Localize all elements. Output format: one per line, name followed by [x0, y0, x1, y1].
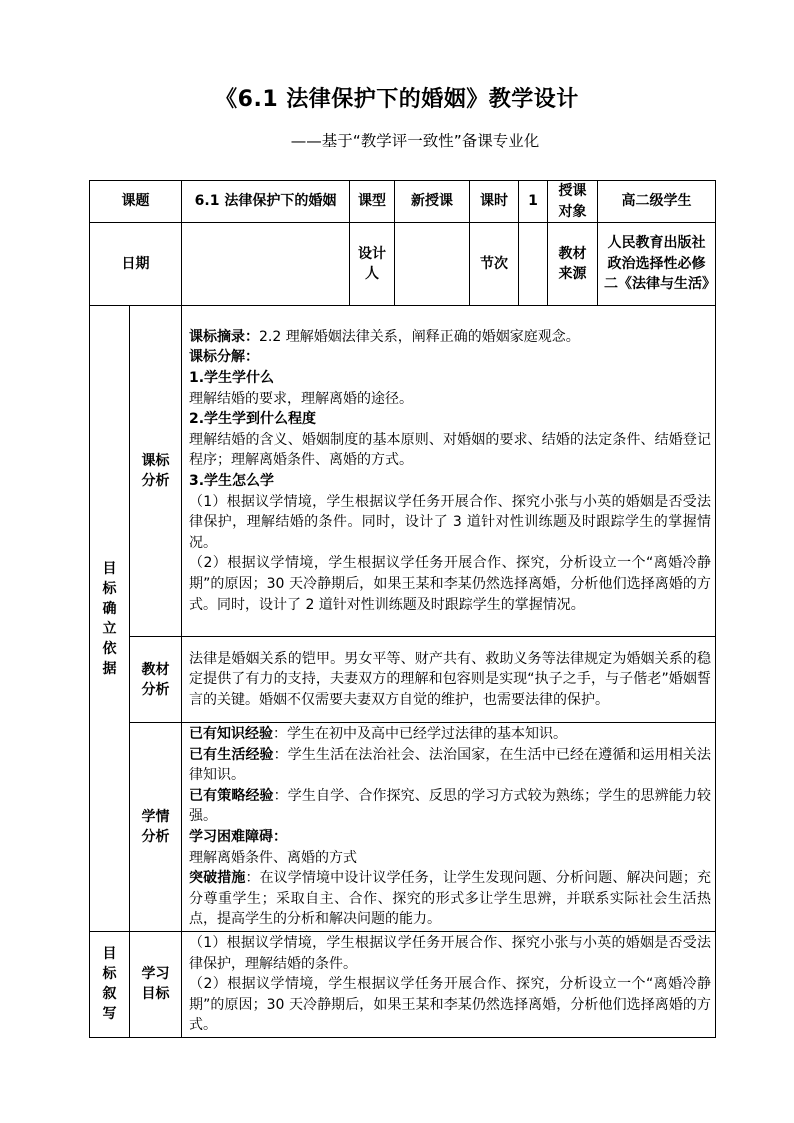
textbook-content — [182, 637, 716, 723]
question-3: 3.学生怎么学 — [189, 473, 275, 489]
date-value — [182, 223, 350, 306]
strategy-item: 已有策略经验：学生自学、合作探究、反思的学习方式较为熟练；学生的思辨能力较强。 — [189, 787, 712, 825]
designer-label: 设计人 — [350, 223, 395, 306]
students-content — [182, 723, 716, 932]
period-value — [519, 223, 548, 306]
period-label: 节次 — [470, 223, 519, 306]
difficulty-text: 理解离婚条件、离婚的方式 — [189, 849, 357, 866]
textbook-label: 教材分析 — [130, 637, 182, 723]
hours-label: 课时 — [470, 181, 519, 223]
source-label: 教材来源 — [548, 223, 598, 306]
measure-item: 突破措施：在议学情境中设计议学任务，让学生发现问题、分析问题、解决问题；充分尊重学生；采取自主、合作、探究的形式多让学生思辨，并联系实际社会生活热点，提高学生的分析和解决问题的能力。 — [189, 870, 712, 928]
answer-2: 理解结婚的含义、婚姻制度的基本原则、对婚姻的要求、结婚的法定条件、结婚登记程序；理解离婚条件、离婚的方式。 — [189, 431, 711, 469]
goal-1: （1）根据议学情境，学生根据议学任务开展合作、探究小张与小英的婚姻是否受法律保护，理解结婚的条件。 — [189, 935, 711, 972]
type-value: 新授课 — [395, 181, 470, 223]
source-value: 人民教育出版社政治选择性必修二《法律与生活》 — [598, 223, 716, 306]
answer-3-2: （2）根据议学情境，学生根据议学任务开展合作、探究，分析设立一个“离婚冷静期”的原因；30 天冷静期后，如果王某和李某仍然选择离婚，分析他们选择离婚的方式。同时，设计了 2 道针对性训练题及时跟踪学生的掌握情况。 — [189, 555, 711, 613]
textbook-row — [90, 637, 716, 723]
topic-label: 课题 — [90, 181, 182, 223]
goals-section-label: 目标叙写 — [90, 932, 130, 1038]
goals-content — [182, 932, 716, 1038]
document-subtitle: ——基于“教学评一致性”备课专业化 — [290, 132, 540, 150]
designer-value — [395, 223, 470, 306]
basis-section-label: 目标确立依据 — [90, 306, 130, 932]
date-label: 日期 — [90, 223, 182, 306]
audience-label: 授课对象 — [548, 181, 598, 223]
curriculum-excerpt: 课标摘录：2.2 理解婚姻法律关系，阐释正确的婚姻家庭观念。 — [189, 328, 580, 345]
difficulty-item: 学习困难障碍： — [189, 829, 287, 845]
students-label: 学情分析 — [130, 723, 182, 932]
type-label: 课型 — [350, 181, 395, 223]
hours-value: 1 — [519, 181, 548, 223]
document-title: 《6.1 法律保护下的婚姻》教学设计 — [215, 87, 579, 112]
answer-1: 理解结婚的要求，理解离婚的途径。 — [189, 390, 413, 407]
life-item: 已有生活经验：学生生活在法治社会、法治国家，在生活中已经在遵循和运用相关法律知识。 — [189, 746, 712, 784]
topic-value: 6.1 法律保护下的婚姻 — [182, 181, 350, 223]
question-1: 1.学生学什么 — [189, 370, 275, 387]
curriculum-row — [90, 306, 716, 637]
audience-value: 高二级学生 — [598, 181, 716, 223]
curriculum-analysis-label: 课标分解： — [189, 349, 259, 366]
goals-row — [90, 932, 716, 1038]
lesson-plan-table — [89, 180, 716, 1038]
students-row — [90, 723, 716, 932]
knowledge-item: 已有知识经验：学生在初中及高中已经学过法律的基本知识。 — [189, 726, 567, 743]
goals-label: 学习目标 — [130, 932, 182, 1038]
header-row-1 — [90, 181, 716, 223]
question-2: 2.学生学到什么程度 — [189, 411, 317, 428]
textbook-text: 法律是婚姻关系的铠甲。男女平等、财产共有、救助义务等法律规定为婚姻关系的稳定提供了有力的支持，夫妻双方的理解和包容则是实现“执子之手，与子偕老”婚姻誓言的关键。婚姻不仅需要夫妻双方自觉的维护，也需要法律的保护。 — [189, 650, 711, 708]
goal-2: （2）根据议学情境，学生根据议学任务开展合作、探究，分析设立一个“离婚冷静期”的原因；30 天冷静期后，如果王某和李某仍然选择离婚，分析他们选择离婚的方式。 — [189, 976, 711, 1034]
answer-3-1: （1）根据议学情境，学生根据议学任务开展合作、探究小张与小英的婚姻是否受法律保护，理解结婚的条件。同时，设计了 3 道针对性训练题及时跟踪学生的掌握情况。 — [189, 493, 711, 551]
curriculum-label: 课标分析 — [130, 306, 182, 637]
header-row-2 — [90, 223, 716, 306]
curriculum-content — [182, 306, 716, 637]
